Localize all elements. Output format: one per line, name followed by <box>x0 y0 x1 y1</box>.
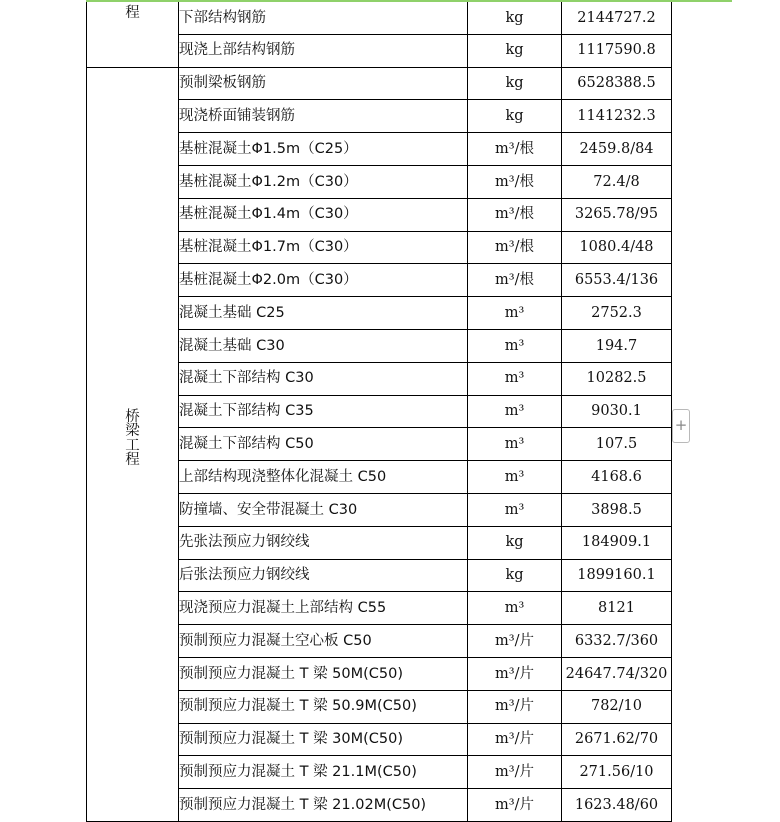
quantity-cell: 10282.5 <box>562 362 672 395</box>
item-name-cell: 混凝土基础 C30 <box>179 329 468 362</box>
quantity-cell: 271.56/10 <box>562 756 672 789</box>
quantity-cell: 782/10 <box>562 690 672 723</box>
unit-cell: m³ <box>468 461 562 494</box>
unit-cell: m³/根 <box>468 264 562 297</box>
unit-cell: m³/片 <box>468 756 562 789</box>
item-name-cell: 预制预应力混凝土 T 梁 50M(C50) <box>179 657 468 690</box>
item-name-cell: 下部结构钢筋 <box>179 2 468 34</box>
quantity-cell: 24647.74/320 <box>562 657 672 690</box>
unit-cell: m³/根 <box>468 198 562 231</box>
unit-cell: m³/片 <box>468 690 562 723</box>
item-name-cell: 基桩混凝土Φ1.2m（C30） <box>179 165 468 198</box>
item-name-cell: 上部结构现浇整体化混凝土 C50 <box>179 461 468 494</box>
add-row-button[interactable]: + <box>672 409 690 443</box>
quantity-cell: 2459.8/84 <box>562 133 672 166</box>
quantity-cell: 184909.1 <box>562 526 672 559</box>
quantity-cell: 2752.3 <box>562 297 672 330</box>
item-name-cell: 现浇上部结构钢筋 <box>179 34 468 67</box>
item-name-cell: 基桩混凝土Φ2.0m（C30） <box>179 264 468 297</box>
item-name-cell: 预制预应力混凝土 T 梁 30M(C50) <box>179 723 468 756</box>
unit-cell: m³ <box>468 592 562 625</box>
unit-cell: kg <box>468 559 562 592</box>
item-name-cell: 基桩混凝土Φ1.4m（C30） <box>179 198 468 231</box>
item-name-cell: 防撞墙、安全带混凝土 C30 <box>179 493 468 526</box>
quantity-cell: 107.5 <box>562 428 672 461</box>
item-name-cell: 预制预应力混凝土 T 梁 21.1M(C50) <box>179 756 468 789</box>
quantity-cell: 72.4/8 <box>562 165 672 198</box>
category-cell: 程 <box>87 2 179 67</box>
item-name-cell: 基桩混凝土Φ1.7m（C30） <box>179 231 468 264</box>
unit-cell: kg <box>468 526 562 559</box>
unit-cell: m³ <box>468 297 562 330</box>
item-name-cell: 先张法预应力钢绞线 <box>179 526 468 559</box>
unit-cell: m³/根 <box>468 165 562 198</box>
unit-cell: kg <box>468 67 562 100</box>
quantity-cell: 3898.5 <box>562 493 672 526</box>
item-name-cell: 混凝土下部结构 C30 <box>179 362 468 395</box>
quantity-cell: 6332.7/360 <box>562 625 672 658</box>
unit-cell: m³/根 <box>468 231 562 264</box>
item-name-cell: 混凝土下部结构 C50 <box>179 428 468 461</box>
quantity-cell: 1117590.8 <box>562 34 672 67</box>
quantity-cell: 1623.48/60 <box>562 789 672 822</box>
quantity-cell: 1899160.1 <box>562 559 672 592</box>
quantity-cell: 194.7 <box>562 329 672 362</box>
unit-cell: m³/片 <box>468 723 562 756</box>
quantity-cell: 1080.4/48 <box>562 231 672 264</box>
item-name-cell: 后张法预应力钢绞线 <box>179 559 468 592</box>
quantity-cell: 1141232.3 <box>562 100 672 133</box>
quantity-table <box>86 2 672 822</box>
item-name-cell: 混凝土下部结构 C35 <box>179 395 468 428</box>
item-name-cell: 现浇桥面铺装钢筋 <box>179 100 468 133</box>
item-name-cell: 预制预应力混凝土 T 梁 50.9M(C50) <box>179 690 468 723</box>
item-name-cell: 现浇预应力混凝土上部结构 C55 <box>179 592 468 625</box>
quantity-cell: 3265.78/95 <box>562 198 672 231</box>
unit-cell: m³ <box>468 362 562 395</box>
unit-cell: kg <box>468 2 562 34</box>
item-name-cell: 预制梁板钢筋 <box>179 67 468 100</box>
unit-cell: kg <box>468 34 562 67</box>
quantity-cell: 2144727.2 <box>562 2 672 34</box>
item-name-cell: 混凝土基础 C25 <box>179 297 468 330</box>
unit-cell: m³ <box>468 428 562 461</box>
quantity-cell: 6553.4/136 <box>562 264 672 297</box>
item-name-cell: 预制预应力混凝土空心板 C50 <box>179 625 468 658</box>
item-name-cell: 基桩混凝土Φ1.5m（C25） <box>179 133 468 166</box>
category-cell-bridge: 桥 梁 工 程 <box>87 67 179 821</box>
unit-cell: m³ <box>468 493 562 526</box>
quantity-cell: 2671.62/70 <box>562 723 672 756</box>
unit-cell: m³/片 <box>468 789 562 822</box>
item-name-cell: 预制预应力混凝土 T 梁 21.02M(C50) <box>179 789 468 822</box>
unit-cell: m³/片 <box>468 657 562 690</box>
unit-cell: m³/片 <box>468 625 562 658</box>
unit-cell: m³/根 <box>468 133 562 166</box>
unit-cell: m³ <box>468 329 562 362</box>
unit-cell: kg <box>468 100 562 133</box>
unit-cell: m³ <box>468 395 562 428</box>
table-row <box>87 2 672 34</box>
quantity-cell: 9030.1 <box>562 395 672 428</box>
quantity-cell: 8121 <box>562 592 672 625</box>
table-row <box>87 67 672 100</box>
quantity-cell: 6528388.5 <box>562 67 672 100</box>
quantity-cell: 4168.6 <box>562 461 672 494</box>
